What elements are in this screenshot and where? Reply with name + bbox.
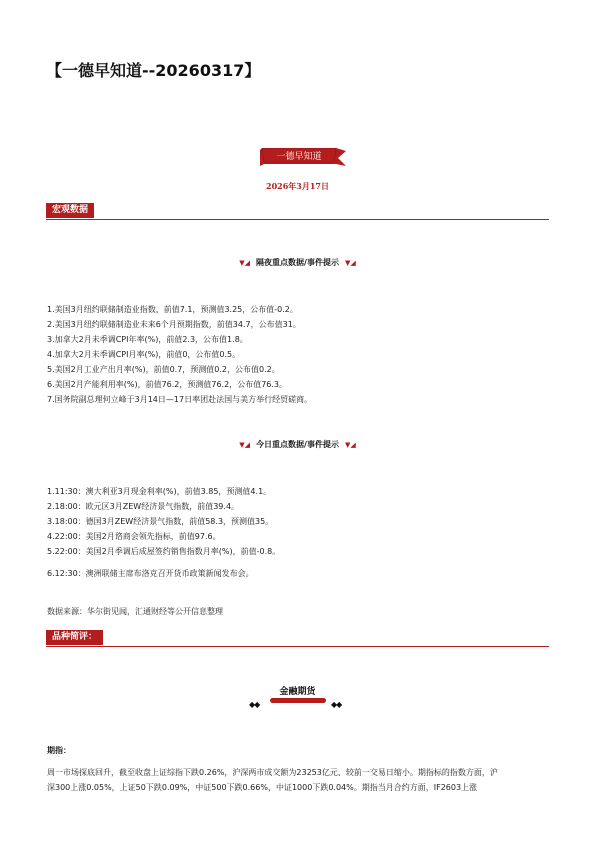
diamond-icon: ◆◆ [249, 700, 260, 709]
heading-underline [270, 698, 326, 703]
list-item: 3.加拿大2月未季调CPI年率(%)，前值2.3，公布值1.8。 [47, 335, 248, 344]
list-item: 7.国务院副总理何立峰于3月14日—17日率团赴法国与美方举行经贸磋商。 [47, 395, 313, 404]
list-item: 6.12:30：澳洲联储主席布洛克召开货币政策新闻发布会。 [47, 569, 254, 578]
paragraph-line: 周一市场探底回升，截至收盘上证综指下跌0.26%，沪深两市成交额为23253亿元、较前一交易日缩小。期指标的指数方面，沪 [47, 768, 498, 777]
list-item: 4.加拿大2月未季调CPI月率(%)，前值0，公布值0.5。 [47, 350, 241, 359]
red-triangle-icon: ▼◢ [239, 259, 251, 267]
section-varieties [46, 630, 549, 647]
overnight-heading [0, 257, 595, 268]
today-heading [0, 439, 595, 450]
report-date: 2026年3月17日 [266, 181, 329, 191]
red-triangle-icon: ▼◢ [239, 441, 251, 449]
overnight-heading-text: 隔夜重点数据/事件提示 [256, 258, 339, 267]
diamond-icon: ◆◆ [331, 700, 342, 709]
index-futures-paragraph [47, 765, 549, 795]
list-item: 2.美国3月纽约联储制造业未来6个月预期指数，前值34.7，公布值31。 [47, 320, 301, 329]
list-item: 1.美国3月纽约联储制造业指数，前值7.1，预测值3.25，公布值-0.2。 [47, 305, 298, 314]
red-triangle-icon: ▼◢ [344, 441, 356, 449]
red-triangle-icon: ▼◢ [344, 259, 356, 267]
paragraph-line: 深300上涨0.05%，上证50下跌0.09%，中证500下跌0.66%，中证1000下跌0.04%。期指当月合约方面，IF2603上涨 [47, 783, 478, 792]
list-item: 6.美国2月产能利用率(%)，前值76.2，预测值76.2，公布值76.3。 [47, 380, 288, 389]
ribbon-banner [260, 148, 346, 168]
today-list [47, 484, 547, 559]
list-item: 4.22:00：美国2月谘商会领先指标，前值97.6。 [47, 532, 221, 541]
page-title: 【一德早知道--20260317】 [46, 61, 261, 80]
section-macro [46, 203, 549, 220]
list-item: 2.18:00：欧元区3月ZEW经济景气指数，前值39.4。 [47, 502, 240, 511]
today-heading-text: 今日重点数据/事件提示 [256, 440, 339, 449]
financial-futures-heading: 金融期货 [279, 687, 316, 697]
list-item: 1.11:30：澳大利亚3月现金利率(%)，前值3.85，预测值4.1。 [47, 487, 272, 496]
list-item: 5.美国2月工业产出月率(%)，前值0.7，预测值0.2，公布值0.2。 [47, 365, 280, 374]
index-futures-label: 期指： [47, 746, 71, 755]
list-item: 5.22:00：美国2月季调后成屋签约销售指数月率(%)，前值-0.8。 [47, 547, 281, 556]
data-source-note: 数据来源：华尔街见闻，汇通财经等公开信息整理 [47, 607, 223, 616]
list-item: 3.18:00：德国3月ZEW经济景气指数，前值58.3，预测值35。 [47, 517, 274, 526]
overnight-list [47, 302, 547, 407]
ribbon-label: 一德早知道 [276, 152, 322, 162]
section-varieties-label: 品种简评： [46, 630, 103, 645]
section-macro-label: 宏观数据 [46, 203, 94, 218]
